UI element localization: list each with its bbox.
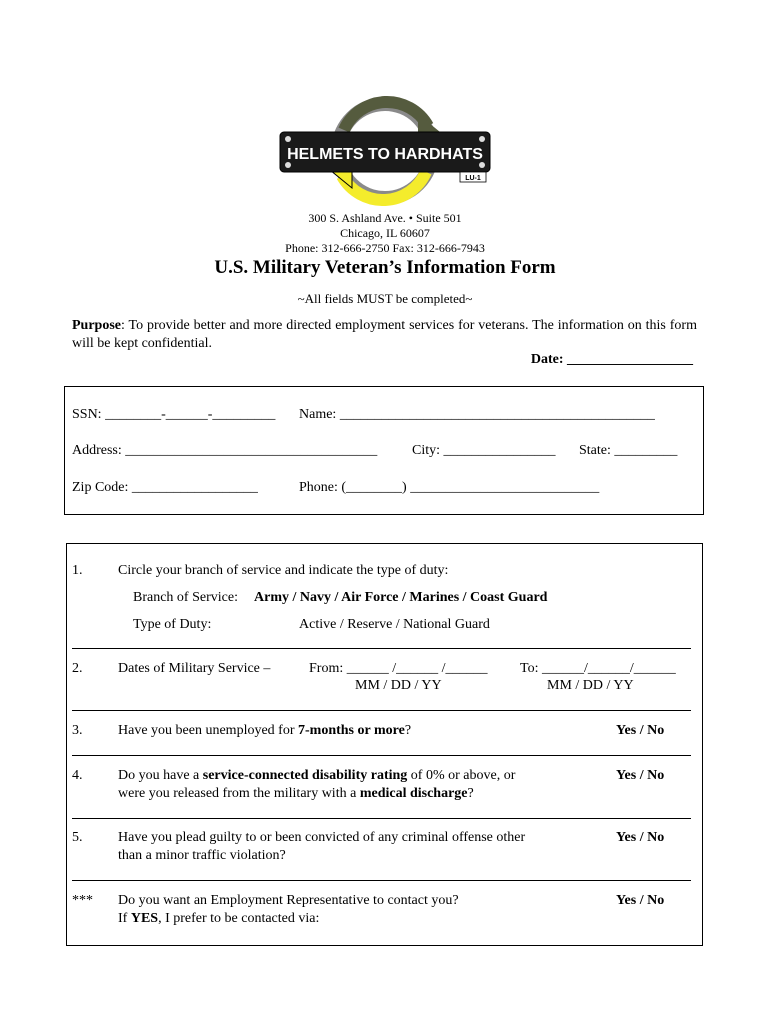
form-subtitle: ~All fields MUST be completed~ xyxy=(297,291,473,306)
state-field[interactable]: State: _________ xyxy=(579,443,678,458)
question-4-line-1 xyxy=(118,768,515,784)
question-4-text-part: ? xyxy=(467,786,474,801)
purpose-text: : To provide better and more directed employment services for veterans. The information on this form will be kept confidential. xyxy=(72,318,697,351)
question-3-number: 3. xyxy=(72,723,83,738)
question-4-yes-no[interactable]: Yes / No xyxy=(616,768,665,783)
question-5-yes-no[interactable]: Yes / No xyxy=(616,830,665,845)
purpose-label: Purpose xyxy=(72,318,121,333)
type-of-duty-options[interactable]: Active / Reserve / National Guard xyxy=(299,617,490,632)
question-3-text-emphasis: 7-months or more xyxy=(298,723,405,738)
address-line-city: Chicago, IL 60607 xyxy=(340,226,430,240)
question-1-text: Circle your branch of service and indicate the type of duty: xyxy=(118,563,449,578)
question-contact-line-2 xyxy=(118,911,319,927)
address-field[interactable]: Address: ____________________________________ xyxy=(72,443,378,458)
service-from-date-format: MM / DD / YY xyxy=(355,678,442,693)
date-field[interactable]: Date: __________________ xyxy=(530,352,693,367)
question-5-number: 5. xyxy=(72,830,83,845)
logo-bottom-arrow xyxy=(342,172,426,200)
question-contact-text-part: , I prefer to be contacted via: xyxy=(158,911,320,926)
service-from-date-field[interactable]: From: ______ /______ /______ xyxy=(309,661,488,676)
question-4-text-emphasis: medical discharge xyxy=(359,786,468,801)
question-1-number: 1. xyxy=(72,563,83,578)
question-3-text xyxy=(118,723,411,739)
question-4-text-part: Do you have a xyxy=(118,768,203,783)
question-contact-marker: *** xyxy=(72,893,93,908)
question-contact-line-1: Do you want an Employment Representative to contact you? xyxy=(118,893,459,908)
ssn-field[interactable]: SSN: ________-______-_________ xyxy=(72,407,276,422)
divider xyxy=(72,648,691,649)
branch-of-service-label: Branch of Service: xyxy=(133,590,238,605)
divider xyxy=(72,818,691,819)
form-title: U.S. Military Veteran’s Information Form xyxy=(214,257,556,278)
question-contact-yes-no[interactable]: Yes / No xyxy=(616,893,665,908)
phone-field[interactable]: Phone: (________) ___________________________ xyxy=(299,480,600,495)
question-4-text-part: of 0% or above, or xyxy=(407,768,516,783)
question-2-number: 2. xyxy=(72,661,83,676)
question-4-number: 4. xyxy=(72,768,83,783)
address-line-street: 300 S. Ashland Ave. • Suite 501 xyxy=(308,211,462,225)
logo-rivet xyxy=(479,136,485,142)
question-3-yes-no[interactable]: Yes / No xyxy=(616,723,665,738)
type-of-duty-label: Type of Duty: xyxy=(133,617,212,632)
city-field[interactable]: City: ________________ xyxy=(412,443,556,458)
question-3-text-part: Have you been unemployed for xyxy=(118,723,298,738)
service-to-date-field[interactable]: To: ______/______/______ xyxy=(520,661,676,676)
service-to-date-format: MM / DD / YY xyxy=(547,678,634,693)
logo-rivet xyxy=(285,136,291,142)
question-2-text: Dates of Military Service – xyxy=(118,661,271,676)
zip-code-field[interactable]: Zip Code: __________________ xyxy=(72,480,258,495)
question-5-line-1: Have you plead guilty to or been convicted of any criminal offense other xyxy=(118,830,526,845)
name-field[interactable]: Name: _____________________________________________ xyxy=(299,407,655,422)
logo-top-arrow xyxy=(344,102,428,130)
logo-tag: LU-1 xyxy=(465,175,481,182)
divider xyxy=(72,880,691,881)
address-line-phone: Phone: 312-666-2750 Fax: 312-666-7943 xyxy=(285,241,485,255)
question-3-text-part: ? xyxy=(404,723,412,738)
divider xyxy=(72,755,691,756)
question-4-text-part: were you released from the military with a xyxy=(118,786,360,801)
helmets-to-hardhats-logo xyxy=(278,92,492,210)
branch-of-service-options[interactable]: Army / Navy / Air Force / Marines / Coast Guard xyxy=(254,590,548,605)
logo-text: HELMETS TO HARDHATS xyxy=(287,146,483,163)
question-contact-text-emphasis: YES xyxy=(130,911,159,926)
divider xyxy=(72,710,691,711)
question-4-text-emphasis: service-connected disability rating xyxy=(202,768,408,783)
question-4-line-2 xyxy=(118,786,474,802)
purpose-paragraph xyxy=(72,317,697,353)
question-5-line-2: than a minor traffic violation? xyxy=(118,848,286,863)
question-contact-text-part: If xyxy=(118,911,131,926)
